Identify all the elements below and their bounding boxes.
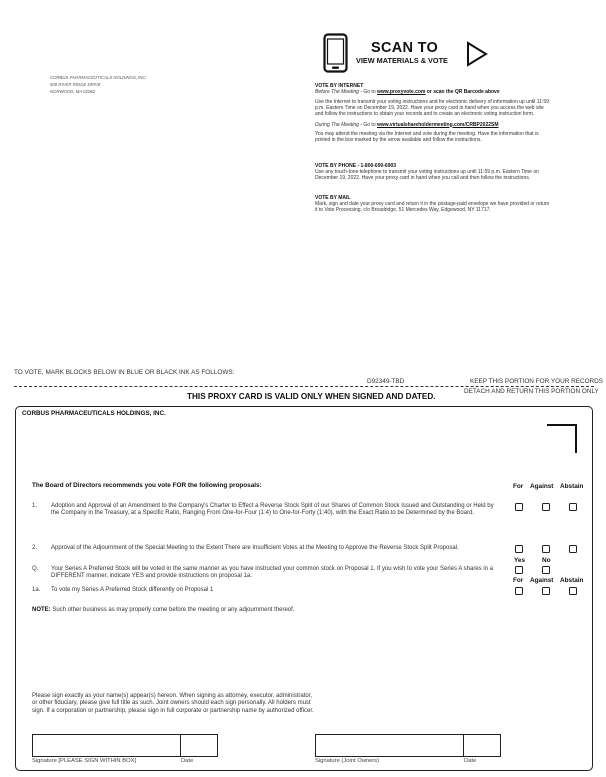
detach-return-label: DETACH AND RETURN THIS PORTION ONLY	[464, 388, 599, 395]
before-meeting-label: Before The Meeting	[315, 88, 359, 95]
during-meeting-body: You may attend the meeting via the Internet and vote during the meeting. Have the information that is printed in the box marked by the arrow available and follow the instructions.	[315, 131, 539, 144]
address-corner-mark	[547, 424, 577, 453]
before-meeting-goto: - Go to	[358, 88, 377, 95]
vote-mail-heading: VOTE BY MAIL	[315, 195, 351, 201]
note-text: Such other business as may properly come before the meeting or any adjournment thereof.	[50, 607, 295, 613]
column-yes: Yes	[514, 557, 526, 564]
column-abstain-1a: Abstain	[560, 577, 584, 584]
proposal-2-text: Approval of the Adjournment of the Special Meeting to the Extent There are Insufficient Votes at the Meeting to Approve the Reverse Stock Split Proposal.	[51, 545, 459, 551]
proposal-1-for-checkbox[interactable]	[515, 503, 523, 511]
column-for-1a: For	[513, 577, 524, 584]
card-company-name: CORBUS PHARMACEUTICALS HOLDINGS, INC.	[22, 410, 166, 417]
proxyvote-link[interactable]: www.proxyvote.com	[376, 88, 426, 95]
signature-label: Signature [PLEASE SIGN WITHIN BOX]	[32, 758, 137, 764]
detach-line	[14, 386, 594, 387]
vote-phone-body: Use any touch-tone telephone to transmit your voting instructions up until 11:59 p.m. Eastern Time on December 19, 2022. Have your proxy card in hand when you call and then follow the instructions.	[315, 168, 539, 181]
proposal-1a-text: To vote my Series A Preferred Stock differently on Proposal 1	[51, 587, 214, 593]
joint-signature-field[interactable]	[315, 734, 464, 757]
question-q-yes-checkbox[interactable]	[515, 566, 523, 574]
vote-internet-body: Use the Internet to transmit your voting instructions and for electronic delivery of information up until 11:59 p.m. Eastern Time on December 19, 2022. Have your proxy card in hand when you access the web site and follow the instructions to obtain your records and to create an electronic voting instruction form.	[315, 98, 549, 117]
vote-phone-section	[315, 164, 551, 182]
proposal-1-text: Adoption and Approval of an Amendment to the Company's Charter to Effect a Reverse Stock Split of our Shares of Common Stock Issued and Outstanding or Held by the Company in the Treasury, at a Specific Ratio, Ranging From One-for-Four (1:4) to One-for-Forty (1:40), with the Exact Ratio to be Determined by the Board.	[51, 503, 494, 517]
note-label: NOTE:	[32, 607, 51, 613]
question-q-no-checkbox[interactable]	[542, 566, 550, 574]
question-q-number: Q.	[32, 566, 39, 572]
return-address-city: NORWOOD, MA 02062	[50, 89, 96, 94]
joint-date-label: Date	[464, 758, 477, 764]
vote-internet-during	[315, 123, 551, 129]
scan-subtitle: VIEW MATERIALS & VOTE	[356, 56, 448, 65]
vote-internet-before	[315, 90, 551, 96]
joint-date-field[interactable]	[463, 734, 501, 757]
proposal-1-against-checkbox[interactable]	[542, 503, 550, 511]
return-address	[50, 74, 147, 95]
column-against-1a: Against	[530, 577, 554, 584]
column-abstain: Abstain	[560, 483, 584, 490]
virtual-meeting-link[interactable]: www.virtualshareholdermeeting.com/CRBP2022SM	[376, 121, 499, 128]
date-field[interactable]	[180, 734, 218, 757]
control-code: D92349-TBD	[367, 378, 405, 385]
proposal-1a-against-checkbox[interactable]	[542, 587, 550, 595]
return-address-street: 500 RIVER RIDGE DRIVE	[50, 82, 101, 87]
column-no: No	[542, 557, 551, 564]
arrow-right-icon	[466, 41, 488, 72]
proposal-2-for-checkbox[interactable]	[515, 545, 523, 553]
proposal-1a-number: 1a.	[32, 587, 41, 593]
proposal-2-number: 2.	[32, 545, 38, 551]
before-meeting-tail: or scan the QR Barcode above	[425, 88, 500, 95]
signature-field[interactable]	[32, 734, 181, 757]
proposal-1-abstain-checkbox[interactable]	[569, 503, 577, 511]
vote-mail-body: Mark, sign and date your proxy card and return it in the postage-paid envelope we have provided or return it to Vote Processing, c/o Broadridge, 51 Mercedes Way, Edgewood, NY 11717.	[315, 200, 550, 213]
proposal-1-number: 1.	[32, 503, 38, 509]
joint-signature-label: Signature (Joint Owners)	[315, 758, 380, 764]
other-business-note	[32, 607, 294, 613]
vote-phone-heading: VOTE BY PHONE - 1-800-690-6903	[315, 163, 397, 169]
valid-only-notice: THIS PROXY CARD IS VALID ONLY WHEN SIGNED AND DATED.	[187, 392, 436, 401]
proposal-1a-abstain-checkbox[interactable]	[569, 587, 577, 595]
to-vote-instruction: TO VOTE, MARK BLOCKS BELOW IN BLUE OR BLACK INK AS FOLLOWS:	[14, 369, 235, 376]
signing-instructions: Please sign exactly as your name(s) appear(s) hereon. When signing as attorney, executor, administrator, or other fiduciary, please give full title as such. Joint owners should each sign personally. All holders must sign. If a corporation or partnership, please sign in full corporate or partnership name by authorized officer.	[32, 693, 314, 714]
scan-title: SCAN TO	[371, 40, 439, 56]
vote-internet-section	[315, 84, 551, 144]
column-for: For	[513, 483, 524, 490]
board-recommendation: The Board of Directors recommends you vote FOR the following proposals:	[32, 482, 262, 489]
during-meeting-goto: - Go to	[358, 121, 377, 128]
vote-mail-section	[315, 196, 551, 214]
proposal-1a-for-checkbox[interactable]	[515, 587, 523, 595]
proposal-2-against-checkbox[interactable]	[542, 545, 550, 553]
question-q-text: Your Series A Preferred Stock will be voted in the same manner as you have instructed your common stock on Proposal 1. If you wish to vote your Series A shares in a DIFFERENT manner, indicate YES and provide instructions on proposal 1a.	[51, 566, 494, 580]
column-against: Against	[530, 483, 554, 490]
proposal-2-abstain-checkbox[interactable]	[569, 545, 577, 553]
date-label: Date	[181, 758, 194, 764]
keep-portion-label: KEEP THIS PORTION FOR YOUR RECORDS	[470, 378, 604, 385]
during-meeting-label: During The Meeting	[315, 121, 359, 128]
smartphone-icon	[323, 33, 348, 78]
return-address-company: CORBUS PHARMACEUTICALS HOLDINGS, INC.	[50, 75, 147, 80]
vote-internet-heading: VOTE BY INTERNET	[315, 83, 364, 89]
